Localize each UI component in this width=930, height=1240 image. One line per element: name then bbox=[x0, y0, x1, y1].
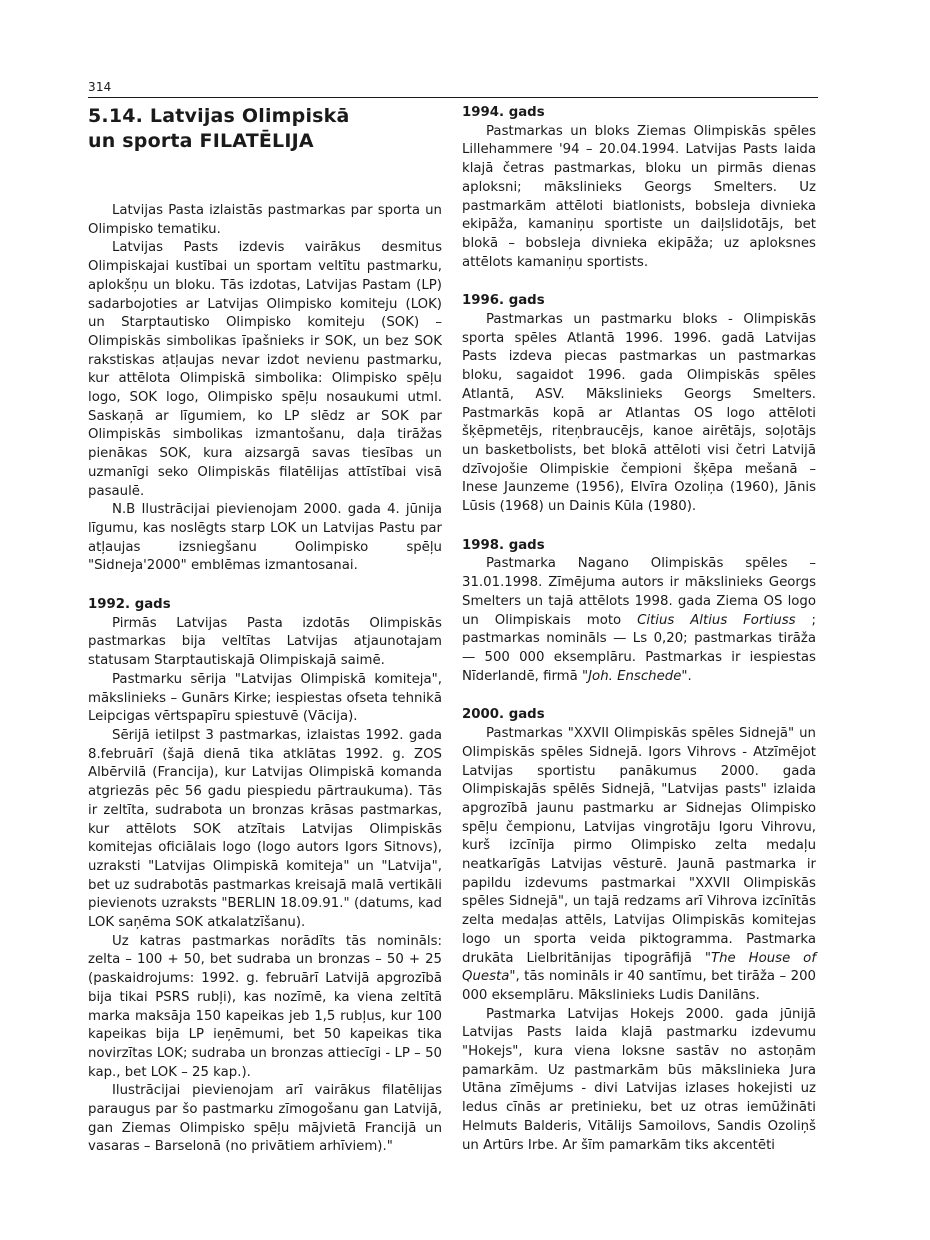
paragraph-2000-hockey: Pastmarka Latvijas Hokejs 2000. gada jūnijā Latvijas Pasts laida klajā pastmarku izdevumu "Hokejs", kura viena loksne sastāv no astoņām pamarkām. Uz pastmarkām būs mākslinieka Jura Utāna zīmējums - divi Latvijas izlases hokejisti uz ledus cīnās ar pretinieku, bet uz otras iemūžināti Helmuts Balderis, Vitālijs Samoilovs, Sandis Ozoliņš un Artūrs Irbe. Ar šīm pamarkām tiks akcentēti bbox=[462, 1006, 816, 1153]
paragraph-1992: Sērijā ietilpst 3 pastmarkas, izlaistas 1992. gada 8.februārī (šajā dienā tika atklātas 1992. g. ZOS Albērvilā (Francija), kur Latvijas Olimpiskā komanda atgriezās pēc 56 gadu piespiedu pārtraukuma). Tās ir zeltīta, sudrabota un bronzas krāsas pastmarkas, kur attēlots SOK atzītais Latvijas Olimpiskās komitejas oficiālais logo (logo autors Igors Sitnovs), uzraksti "Latvijas Olimpiskā komiteja" un "Latvija", bet uz sudrabotās pastmarkas kreisajā malā vertikāli pievienots uzraksts "BERLIN 18.09.91." (datums, kad LOK saņēma SOK atkalatzīšanu). bbox=[88, 727, 442, 931]
printer-italic: The House of Questa bbox=[462, 950, 816, 985]
text-run: ; pastmarkas nomināls — Ls 0,20; pastmarkas tirāža — 500 000 eksemplāru. Pastmarkas ir iespiestas Nīderlandē, firmā " bbox=[462, 612, 816, 684]
paragraph-1996: Pastmarkas un pastmarku bloks - Olimpiskās sporta spēles Atlantā 1996. 1996. gadā Latvijas Pasts izdeva piecas pastmarkas un pastmarkas bloku, sagaidot 1996. gada Olimpiskās spēles Atlantā, ASV. Mākslinieks Georgs Smelters. Pastmarkās kopā ar Atlantas OS logo attēloti šķēpmetējs, riteņbraucējs, kanoe airētājs, soļotājs un basketbolists, bet blokā attēloti visi četri Latvijā dzīvojošie Olimpiskie čempioni šķēpa mešanā – Inese Jaunzeme (1956), Elvīra Ozoliņa (1960), Jānis Lūsis (1968) un Dainis Kūla (1980). bbox=[462, 312, 816, 515]
header-rule bbox=[88, 97, 818, 98]
text-run: Pastmarka Nagano Olimpiskās spēles – 31.01.1998. Zīmējuma autors ir mākslinieks Georgs Smelters un tajā attēlots 1998. gada Ziema OS logo un Olimpiskais moto bbox=[462, 556, 816, 628]
right-column bbox=[462, 104, 816, 1155]
section-title-line2: un sporta FILATĒLIJA bbox=[88, 130, 314, 152]
heading-2000: 2000. gads bbox=[462, 707, 545, 723]
intro-paragraph: Latvijas Pasts izdevis vairākus desmitus Olimpiskajai kustībai un sportam veltītu pastmarku, aplokšņu un bloku. Tās izdotas, Latvijas Pastam (LP) sadarbojoties ar Latvijas Olimpisko komiteju (LOK) un Starptautisko Olimpisko komiteju (SOK) – Olimpiskās simbolikas īpašnieks ir SOK, un bez SOK rakstiskas atļaujas nevar izdot nevienu pastmarku, kur attēlota Olimpiskā simbolika: Olimpisko spēļu logo, SOK logo, Olimpisko spēļu nosaukumi utml. Saskaņā ar līgumiem, ko LP slēdz ar SOK par Olimpiskās simbolikas izmantošanu, daļa tirāžas pienākas SOK, kura aizsargā savas tiesības un uzmanīgi seko Olimpiskās filatēlijas attīstībai visā pasaulē. bbox=[88, 240, 442, 499]
intro-paragraph: N.B Ilustrācijai pievienojam 2000. gada 4. jūnija līgumu, kas noslēgts starp LOK un Latvijas Pastu par atļaujas izsniegšanu Oolimpisko spēļu "Sidneja'2000" emblēmas izmantosanai. bbox=[88, 502, 442, 574]
heading-1998: 1998. gads bbox=[462, 537, 545, 553]
page-number: 314 bbox=[88, 80, 112, 94]
printer-italic: Joh. Enschede bbox=[588, 668, 682, 684]
paragraph-1992: Ilustrācijai pievienojam arī vairākus filatēlijas paraugus par šo pastmarku zīmogošanu gan Latvijā, gan Ziemas Olimpisko spēļu mājvietā Francijā un vasaras – Barselonā (no privātiem arhīviem)." bbox=[88, 1083, 442, 1155]
motto-italic: Citius Altius Fortiuss bbox=[637, 612, 796, 628]
paragraph-1992: Uz katras pastmarkas norādīts tās nomināls: zelta – 100 + 50, bet sudraba un bronzas – 50 + 25 (paskaidrojums: 1992. g. februārī Latvijā apgrozībā bija tikai PSRS rubļi), kas nozīmē, ka viena zeltītā marka maksāja 150 kapeikas jeb 1,5 rubļus, kur 100 kapeikas bija LP ieņēmumi, bet 50 kapeikas tika novirzītas LOK; sudraba un bronzas attiecīgi - LP – 50 kap., bet LOK – 25 kap.). bbox=[88, 933, 442, 1080]
text-run: Pastmarkas "XXVII Olimpiskās spēles Sidnejā" un Olimpiskās spēles Sidnejā. Igors Vihrovs - Atzīmējot Latvijas sportistu panākumus 2000. gada Olimpiskajās spēlēs Sidnejā, "Latvijas pasts" izlaida apgrozībā jaunu pastmarku ar Sidnejas Olimpisko spēļu čempionu, Latvijas vingrotāju Igoru Vihrovu, kurš izcīnīja pirmo Olimpisko zelta medaļu neatkarīgās Latvijas vēsturē. Jaunā pastmarka ir papildu izdevums pastmarkai "XXVII Olimpiskās spēles Sidnejā", un tajā redzams arī Vihrova izcīnītās zelta medaļas attēls, Latvijas Olimpiskās komitejas logo un sporta veida piktogramma. Pastmarka drukāta Lielbritānijas tipogrāfijā " bbox=[462, 726, 816, 966]
paragraph-1998 bbox=[462, 555, 816, 686]
text-run: ", tās nomināls ir 40 santīmu, bet tirāža – 200 000 eksemplāru. Mākslinieks Ludis Danilāns. bbox=[462, 969, 816, 1003]
left-column bbox=[88, 104, 442, 1157]
text-run: ". bbox=[681, 668, 692, 684]
section-title-line1: 5.14. Latvijas Olimpiskā bbox=[88, 105, 350, 127]
heading-1996: 1996. gads bbox=[462, 293, 545, 309]
heading-1992: 1992. gads bbox=[88, 597, 171, 613]
heading-1994: 1994. gads bbox=[462, 105, 545, 120]
paragraph-1992: Pastmarku sērija "Latvijas Olimpiskā komiteja", mākslinieks – Gunārs Kirke; iespiestas ofseta tehnikā Leipcigas vērtspapīru spiestuvē (Vācija). bbox=[88, 671, 442, 725]
intro-paragraph: Latvijas Pasta izlaistās pastmarkas par sporta un Olimpisko tematiku. bbox=[88, 203, 442, 237]
section-title bbox=[88, 104, 442, 154]
paragraph-1992: Pirmās Latvijas Pasta izdotās Olimpiskās pastmarkas bija veltītas Latvijas atjaunotajam statusam Starptautiskajā Olimpiskajā saimē. bbox=[88, 615, 442, 669]
paragraph-1994: Pastmarkas un bloks Ziemas Olimpiskās spēles Lillehammere '94 – 20.04.1994. Latvijas Pasts laida klajā četras pastmarkas, bloku un pirmās dienas aploksni; mākslinieks Georgs Smelters. Uz pastmarkām attēloti biatlonists, bobsleja divnieka ekipāža, kamaniņu sportiste un daiļslidotājs, bet blokā – bobsleja divnieka ekipāža; uz aploksnes attēlots kamaniņu sportists. bbox=[462, 123, 816, 270]
paragraph-2000 bbox=[462, 725, 816, 1006]
